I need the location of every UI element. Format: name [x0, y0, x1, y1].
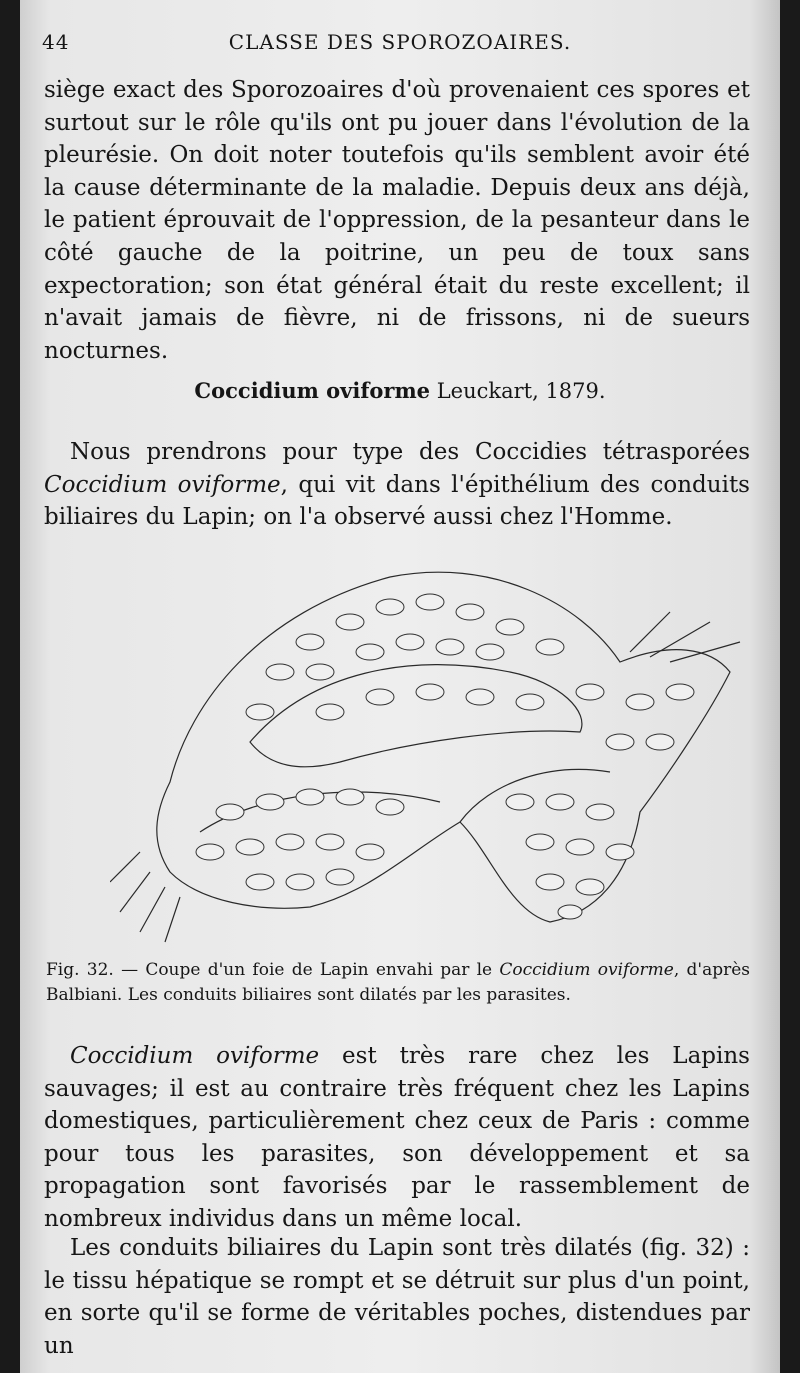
species-italic: Coccidium oviforme — [70, 1043, 320, 1069]
running-title: CLASSE DES SPOROZOAIRES. — [228, 30, 572, 54]
running-header — [42, 30, 758, 60]
paragraph-bile-ducts: Les conduits biliaires du Lapin sont très dilatés (fig. 32) : le tissu hépatique se rompt et se détruit sur plus d'un point, en sorte qu'il se forme de véritables poches, distendues par un — [44, 1235, 750, 1359]
paragraph-rarity: Coccidium oviforme est très rare chez les Lapins sauvages; il est au contraire très fréquent chez les Lapins domestiques, particulièrement chez ceux de Paris : comme pour tous les parasites, son développement et sa propagation sont favorisés par le rassemblement de nombreux individus dans un même local. — [44, 1043, 750, 1232]
figure-label: Fig. 32. — [46, 960, 114, 980]
figure-caption: Fig. 32. — Coupe d'un foie de Lapin envahi par le Coccidium oviforme, d'après Balbiani. Les conduits biliaires sont dilatés par les parasites. — [46, 960, 751, 1005]
species-name: Coccidium oviforme — [194, 378, 431, 403]
species-italic: Coccidium oviforme — [44, 471, 281, 498]
book-page — [20, 0, 780, 1373]
page-number: 44 — [42, 30, 70, 54]
paragraph-type-species: Nous prendrons pour type des Coccidies tétrasporées Coccidium oviforme, qui vit dans l'épithélium des conduits biliaires du Lapin; on l'a observé aussi chez l'Homme. — [44, 439, 750, 531]
section-heading — [20, 378, 780, 403]
figure-liver-section — [110, 552, 750, 947]
species-author: Leuckart, 1879. — [436, 379, 606, 403]
paragraph-continued: siège exact des Sporozoaires d'où provenaient ces spores et surtout sur le rôle qu'ils ont pu jouer dans l'évolution de la pleurésie. On doit noter toutefois qu'ils semblent avoir été la cause déterminante de la maladie. Depuis deux ans déjà, le patient éprouvait de l'oppression, de la pesanteur dans le côté gauche de la poitrine, un peu de toux sans expectoration; son état général était du reste excellent; il n'avait jamais de fièvre, ni de frissons, ni de sueurs nocturnes. — [44, 77, 750, 364]
